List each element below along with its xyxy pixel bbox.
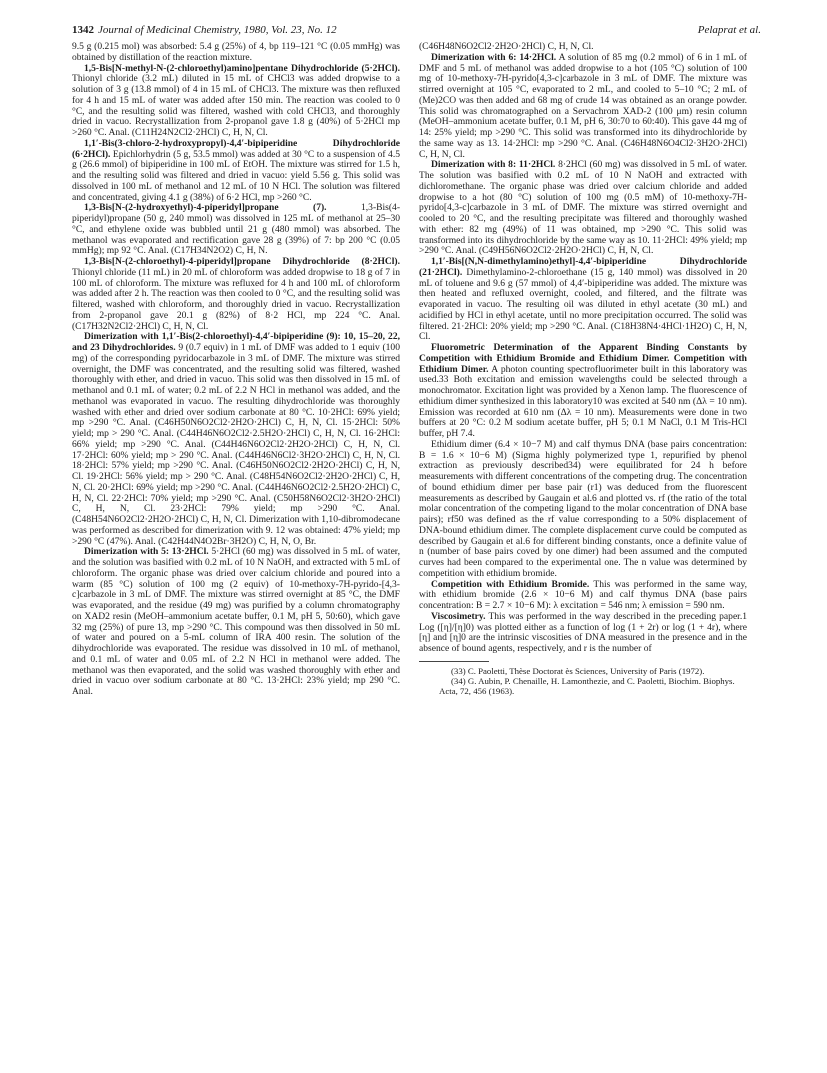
footnote: (33) C. Paoletti, Thèse Doctorat ès Sciences, University of Paris (1972). bbox=[451, 665, 705, 676]
paragraph bbox=[72, 332, 400, 547]
paragraph bbox=[419, 612, 747, 655]
paragraph bbox=[72, 64, 400, 139]
paragraph-text: 9.5 g (0.215 mol) was absorbed: 5.4 g (25%) of 4, bp 119–121 °C (0.05 mmHg) was obtained by distillation of the reaction mixture. bbox=[72, 41, 400, 63]
paragraph-text: 8·2HCl (60 mg) was dissolved in 5 mL of water. The solution was basified with 0.2 mL of 10 N NaOH and extracted with dichloromethane. The organic phase was dried over calcium chloride and added dropwise to a hot (80 °C) solution of 100 mg (0.5 mM) of 10-methoxy-7H-pyrido[4,3-c]carbazole in 3 mL of DMF. The mixture was stirred overnight and cooled to 20 °C, and the resulting precipitate was filtered and thoroughly washed with ether: 82 mg (49%) of 11 was obtained, mp >290 °C. This solid was transformed into its dihydrochloride by the same way as 10. 11·2HCl: 49% yield; mp >290 °C. Anal. (C49H56N6O2Cl2·2H2O·2HCl) C, H, N, Cl. bbox=[419, 159, 747, 257]
section-heading: Dimerization with 1,1′-Bis(2-chloroethyl)-4,4′-bipiperidine (9): 10, 15–20, 22, and 23 Dihydrochlorides. bbox=[72, 331, 400, 353]
paragraph-text: Epichlorhydrin (5 g, 53.5 mmol) was added at 30 °C to a suspension of 4.5 g (26.6 mmol) of bipiperidine in 100 mL of EtOH. The mixture was stirred for 1.5 h, and the resulting solid was filtered and dried in vacuo: yield 5.56 g. This solid was dissolved in 100 mL of methanol and 12 mL of 10 N HCl. The solution was filtered and concentrated, giving 4.1 g (38%) of 6·2 HCl, mp >260 °C. bbox=[72, 148, 400, 203]
paragraph-text: 1,3-Bis(4-piperidyl)propane (50 g, 240 mmol) was dissolved in 125 mL of methanol at 25–30 °C, and ethylene oxide was bubbled until 21 g (480 mmol) was absorbed. The methanol was evaporated and rectification gave 28 g (39%) of 7: bp 200 °C (0.05 mmHg); mp 92 °C. Anal. (C17H34N2O2) C, H, N. bbox=[72, 202, 400, 257]
section-heading: Fluorometric Determination of the Apparent Binding Constants by Competition with Ethidium Bromide and Ethidium Dimer. Competition with Ethidium Dimer. bbox=[419, 342, 747, 375]
section-heading: 1,3-Bis[N-(2-chloroethyl)-4-piperidyl]propane Dihydrochloride (8·2HCl). bbox=[84, 256, 400, 267]
paragraph-text: Dimethylamino-2-chloroethane (15 g, 140 mmol) was dissolved in 20 mL of toluene and 9.6 g (57 mmol) of 4,4′-bipiperidine was added. The mixture was then heated and refluxed overnight, cooled, and filtered, and the filtrate was evaporated in vacuo. The resulting oil was diluted in ethyl acetate (30 mL) and acidified by HCl in ethyl acetate, until no more precipitation occurred. The solid was filtered. 21·2HCl: 20% yield; mp >290 °C. Anal. (C18H38N4·4HCl·1H2O) C, H, N, Cl. bbox=[419, 266, 747, 343]
paragraph-text: 9 (0.7 equiv) in 1 mL of DMF was added to 1 equiv (100 mg) of the corresponding pyridocarbazole in 3 mL of DMF. The mixture was stirred overnight, the DMF was concentrated, and the resulting solid was filtered, washed thoroughly with ether, and dried in vacuo. This solid was then dissolved in 15 mL of methanol and 0.1 mL of water; 0.2 mL of 2.2 N HCl in methanol was added, and the methanol was evaporated in vacuo. The resulting dihydrochloride was thoroughly washed with ether and dried over sodium carbonate at 80 °C. 10·2HCl: 69% yield; mp >290 °C. Anal. (C46H50N6O2Cl2·2H2O·2HCl) C, H, N, Cl. 15·2HCl: 50% yield; mp > 290 °C. Anal. (C44H46N6O2Cl2·2.5H2O·2HCl) C, H, N, Cl. 16·2HCl: 66% yield; mp >290 °C. Anal. (C44H46N6O2Cl2·2H2O·2HCl) C, H, N, Cl. 17·2HCl: 60% yield; mp > 290 °C. Anal. (C44H46N6Cl2·3H2O·2HCl) C, H, N, Cl. 18·2HCl: 57% yield; mp >290 °C. Anal. (C46H50N6O2Cl2·2H2O·2HCl) C, H, N, Cl. 19·2HCl: 56% yield; mp > 290 °C. Anal. (C48H54N6O2Cl2·2H2O·2HCl) C, H, N, Cl. 20·2HCl: 69% yield; mp >290 °C. Anal. (C44H46N6O2Cl2·2.5H2O·2HCl) C, H, N, Cl. 22·2HCl: 70% yield; mp >290 °C. Anal. (C50H58N6O2Cl2·3H2O·2HCl) C, H, N, Cl. 23·2HCl: 79% yield; mp >290 °C. Anal. (C48H54N6O2Cl2·2H2O·2HCl) C, H, N, Cl. Dimerization with 1,10-dibromodecane was performed as described for dimerization with 9. 12 was obtained: 47% yield; mp >290 °C (47%). Anal. (C42H44N4O2Br·3H2O) C, H, N, O, Br. bbox=[72, 342, 400, 547]
section-heading: 1,1′-Bis(3-chloro-2-hydroxypropyl)-4,4′-bipiperidine Dihydrochloride (6·2HCl). bbox=[72, 137, 400, 160]
paragraph bbox=[72, 139, 400, 204]
paragraph bbox=[419, 257, 747, 343]
paragraph bbox=[419, 580, 747, 612]
section-heading: 1,3-Bis[N-(2-hydroxyethyl)-4-piperidyl]propane (7). bbox=[84, 202, 327, 214]
running-header bbox=[72, 24, 761, 40]
paragraph-text: 5·2HCl (60 mg) was dissolved in 5 mL of water, and the solution was basified with 0.2 mL of 10 N NaOH, and extracted with 5 mL of chloroform. The organic phase was dried over calcium chloride and poured into a warm (85 °C) solution of 100 mg (2 equiv) of 10-methoxy-7H-pyrido-[4,3-c]carbazole in 3 mL of DMF. The mixture was stirred overnight at 85 °C, the DMF was evaporated, and the residue (49 mg) was purified by a column chromatography on XAD2 resin (MeOH–ammonium acetate buffer, 0.1 M, pH 5, 50:60), which gave 32 mg (25%) of pure 13, mp >290 °C. This compound was then dissolved in 50 mL of water and poured on a 5-mL column of IRA 400 resin. The solution of the dihydrochloride was evaporated. The residue was dissolved in 10 mL of methanol, and 0.1 mL of water and 0.05 mL of 2.2 N HCl in methanol were added. The methanol was then evaporated, and the solid was washed thoroughly with ether and dried in vacuo over sodium carbonate at 80 °C. 13·2HCl: 23% yield; mp 290 °C. Anal. bbox=[72, 546, 400, 697]
section-heading: Dimerization with 6: 14·2HCl. bbox=[431, 51, 557, 63]
paragraph-text: Thionyl chloride (11 mL) in 20 mL of chloroform was added dropwise to 18 g of 7 in 100 mL of chloroform. The mixture was refluxed for 4 h and 100 mL of chloroform was added after 2 h. The reaction was then cooled to 0 °C, and the resulting solid was filtered, washed with chloroform, and thoroughly dried in vacuo. Recrystallization from 2-propanol gave 20.1 g (82%) of 8·2 HCl, mp 224 °C. Anal. (C17H32N2Cl2·2HCl) C, H, N, Cl. bbox=[72, 266, 400, 332]
section-heading: Dimerization with 8: 11·2HCl. bbox=[431, 159, 556, 171]
footnote-rule bbox=[419, 661, 489, 662]
section-heading: Competition with Ethidium Bromide. bbox=[431, 578, 590, 590]
right-column bbox=[419, 42, 747, 1050]
paragraph bbox=[72, 257, 400, 332]
paragraph bbox=[72, 547, 400, 698]
paragraph bbox=[419, 440, 747, 580]
paragraph bbox=[419, 53, 747, 161]
paragraph bbox=[72, 42, 400, 64]
left-column bbox=[72, 42, 400, 1050]
paragraph-text: (C46H48N6O2Cl2·2H2O·2HCl) C, H, N, Cl. bbox=[419, 41, 594, 52]
header-left bbox=[72, 24, 337, 36]
section-heading: Dimerization with 5: 13·2HCl. bbox=[84, 546, 209, 558]
paragraph bbox=[72, 203, 400, 257]
section-heading: 1,1′-Bis[(N,N-dimethylamino)ethyl]-4,4′-bipiperidine Dihydrochloride (21·2HCl). bbox=[419, 256, 747, 278]
paragraph-text: Ethidium dimer (6.4 × 10−7 M) and calf thymus DNA (base pairs concentration: B = 1.6 × 10−6 M) (Sigma highly polymerized type 1, repurified by phenol extraction as previously described34) were equilibrated for 24 h before measurements with different concentrations of the competing drug. The concentration of bound ethidium dimer per base pair (r1) was deduced from the fluorescent measurements as described by Gaugain et al.6 and plotted vs. rf (the ratio of the total molar concentration of the competing ligand to the molar concentration of DNA base pairs); rf50 was defined as the rf value corresponding to a 50% displacement of DNA-bound ethidium dimer. The complete displacement curve could be computed as described by Gaugain et al.6 for different binding constants, once a definite value of n (number of base pairs coved by one dimer) had been assumed and the computed curves had been compared to the experimental one. The n value was determined by competition with ethidium bromide. bbox=[419, 438, 747, 579]
paragraph-text: A solution of 85 mg (0.2 mmol) of 6 in 1 mL of DMF and 5 mL of methanol was added dropwise to a hot (105 °C) solution of 100 mg of 10-methoxy-7H-pyrido[4,3-c]carbazole in 3 mL of DMF. The mixture was stirred overnight at 105 °C, evaporated to 2 mL, and cooled to 5–10 °C; 2 mL of (Me)2CO was then added and 68 mg of crude 14 was obtained as an orange powder. This solid was chromatographed on a Servachrom XAD-2 (100 μm) resin column (MeOH–ammonium acetate buffer, 0.1 M, pH 6, 30:70 to 60:40). This gave 44 mg of 14: 25% yield; mp >290 °C. This solid was transformed into its dihydrochloride by the same way as 13. 14·2HCl: mp >290 °C. Anal. (C46H48N6O4Cl2·3H2O·2HCl) C, H, N, Cl. bbox=[419, 51, 747, 160]
paragraph-text: Thionyl chloride (3.2 mL) diluted in 15 mL of CHCl3 was added dropwise to a solution of 3 g (13.8 mmol) of 4 in 15 mL of CHCl3. The mixture was then refluxed for 4 h and 15 mL of water was added after 150 min. The reaction was cooled to 0 °C, and the resulting solid was filtered, washed with cold CHCl3, and thoroughly dried in vacuo. Recrystallization from 2-propanol gave 1.8 g (40%) of 5·2HCl mp >260 °C. Anal. (C11H24N2Cl2·2HCl) C, H, N, Cl. bbox=[72, 73, 400, 138]
paragraph-text: This was performed in the same way, with ethidium bromide (2.6 × 10−6 M) and calf thymus DNA (base pairs concentration: B = 2.7 × 10−6 M): λ excitation = 546 nm; λ emission = 590 nm. bbox=[419, 578, 747, 611]
section-heading: Viscosimetry. bbox=[431, 610, 486, 622]
page-number: 1342 bbox=[72, 24, 94, 36]
paragraph bbox=[419, 160, 747, 257]
header-authors: Pelaprat et al. bbox=[697, 24, 761, 36]
paragraph bbox=[419, 343, 747, 440]
paragraph-text: A photon counting spectrofluorimeter built in this laboratory was used.33 Both excitation and emission wavelengths could be selected through a monochromator. Excitation light was provided by a Xenon lamp. The fluorescence of ethidium dimer synthesized in this laboratory10 was excited at 540 nm (Δλ = 10 nm). Emission was recorded at 610 nm (Δλ = 10 nm). Measurements were done in two buffers at 20 °C: 0.2 M sodium acetate buffer, pH 5; 0.1 M NaCl, 0.1 M Tris-HCl buffer, pH 7.4. bbox=[419, 363, 747, 439]
section-heading: 1,5-Bis[N-methyl-N-(2-chloroethyl)amino]pentane Dihydrochloride (5·2HCl). bbox=[84, 62, 400, 74]
footnote: (34) G. Aubin, P. Chenaille, H. Lamonthezie, and C. Paoletti, Biochim. Biophys. Acta, 72, 456 (1963). bbox=[439, 675, 735, 697]
paragraph-text: This was performed in the way described in the preceding paper.1 Log ([η]/[η]0) was plotted either as a function of log (1 + 2r) or log (1 + 4r), where [η] and [η]0 are the intrinsic viscosities of DNA measured in the presence and in the absence of bound agents, respectively, and r is the number of bbox=[419, 610, 747, 654]
journal-citation: Journal of Medicinal Chemistry, 1980, Vol. 23, No. 12 bbox=[98, 24, 337, 36]
